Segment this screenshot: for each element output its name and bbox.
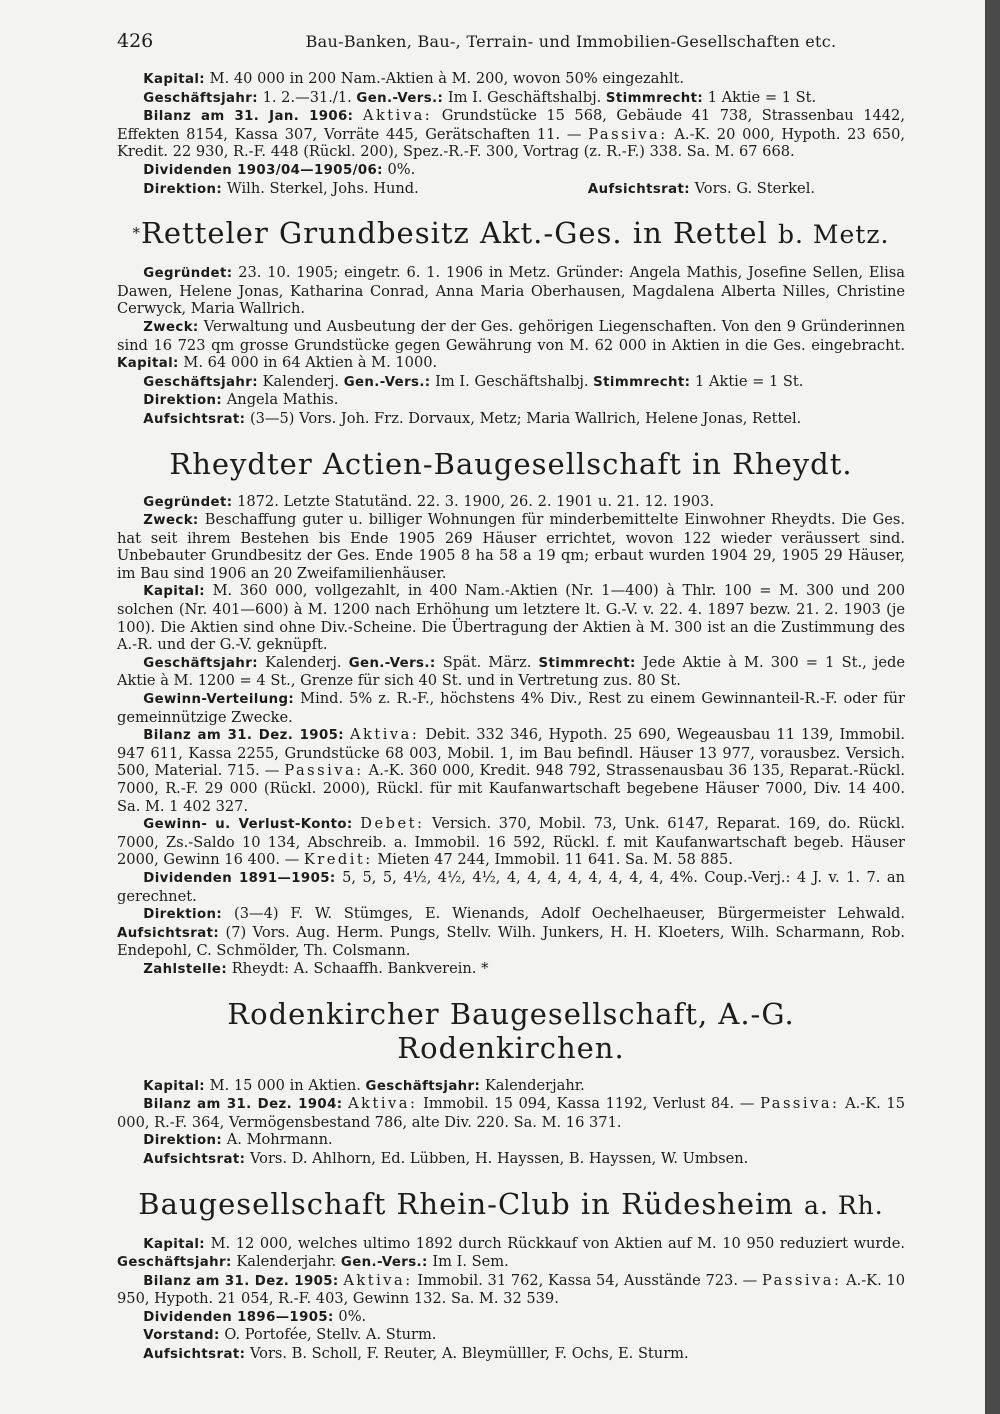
value: Jede Aktie à M. 300 = 1 St., jede Aktie à M. 1200 = 4 St., Grenze für sich 40 St. und in Vertretung zus. 80 St. [117, 653, 906, 690]
value: (7) Vors. Aug. Herm. Pungs, Stellv. Wilh. Junkers, H. H. Kloeters, Wilh. Scharmann, Rob. Endepohl, C. Schmölder, Th. Colsmann. [117, 923, 906, 960]
value: Im I. Geschäftshalbj. [447, 88, 602, 106]
label: Direktion: [143, 1133, 223, 1149]
label: Kapital: [143, 584, 206, 600]
value: Mind. 5% z. R.-F., höchstens 4% Div., Rest zu einem Gewinnanteil-R.-F. oder für gemeinnützige Zwecke. [117, 690, 906, 726]
value: M. 40 000 in 200 Nam.-Aktien à M. 200, wovon 50% eingezahlt. [209, 70, 685, 87]
value: 0%. [387, 160, 416, 178]
gj-line [117, 654, 905, 690]
aktiva-word: Aktiva: [350, 726, 420, 744]
bilanz-line [117, 1272, 905, 1308]
label: Direktion: [143, 181, 223, 197]
value: 1 Aktie = 1 St. [695, 372, 804, 390]
direktion-line [117, 905, 905, 960]
value: Vors. B. Scholl, F. Reuter, A. Bleymülller, F. Ochs, E. Sturm. [249, 1345, 689, 1363]
company-title: Rodenkircher Baugesellschaft, A.-G. Rodenkirchen. [227, 996, 795, 1065]
zahlstelle-line [117, 960, 905, 979]
page-edge [985, 0, 1000, 1414]
value: M. 15 000 in Aktien. [209, 1076, 361, 1094]
company-title [117, 1187, 905, 1223]
label: Kapital: [117, 356, 179, 372]
value: A.-K. 10 950, Hypoth. 21 054, R.-F. 403, Gewinn 132. Sa. M. 32 539. [117, 1271, 905, 1308]
gj-line [117, 373, 905, 392]
label: Geschäftsjahr: [117, 1255, 232, 1271]
running-title: Bau-Banken, Bau-, Terrain- und Immobilien-Gesellschaften etc. [305, 32, 837, 51]
label: Dividenden 1903/04—1905/06: [143, 162, 383, 178]
title-place: a. Rh. [804, 1190, 884, 1220]
value: Immobil. 31 762, Kassa 54, Ausstände 723. — [417, 1271, 758, 1289]
value: 1 Aktie = 1 St. [707, 88, 817, 106]
aktiva-word: Aktiva: [348, 1095, 418, 1113]
value: Versich. 370, Mobil. 73, Unk. 6147, Reparat. 169, do. Rückl. 7000, Zs.-Saldo 10 134, Abschreib. a. Immobil. 16 592, Rückl. f. mit Kaufanwartschaft begeb. Häuser 2000, Gewinn 16 400. — [117, 815, 906, 869]
value: (3—4) F. W. Stümges, E. Wienands, Adolf Oechelhaeuser, Bürgermeister Lehwald. [234, 905, 906, 923]
value: Kalenderj. [262, 372, 340, 390]
value: M. 12 000, welches ultimo 1892 durch Rückkauf von Aktien auf M. 10 950 reduziert wurde. [210, 1234, 906, 1252]
value: Kalenderjahr. [236, 1253, 337, 1271]
label: Stimmrecht: [605, 90, 704, 106]
label: Dividenden 1891—1905: [143, 870, 336, 886]
value: Spät. März. [442, 653, 532, 671]
label: Bilanz am 31. Dez. 1904: [143, 1097, 343, 1113]
label: Kapital: [143, 1078, 206, 1094]
label: Direktion: [143, 907, 223, 923]
passiva-word: Passiva: [760, 1095, 840, 1113]
kapital-line [117, 1077, 905, 1096]
value: A.-K. 15 000, R.-F. 364, Vermögensbestand 786, alte Div. 220. Sa. M. 16 371. [117, 1095, 906, 1131]
value: Angela Mathis. [226, 391, 339, 409]
label: Kapital: [143, 1236, 206, 1252]
passiva-word: Passiva: [588, 125, 668, 143]
entry-retteler [117, 216, 905, 428]
value: Debit. 332 346, Hypoth. 25 690, Wegeausbau 11 139, Immobil. 947 611, Kassa 2255, Grundstücke 68 003, Mobil. 1, im Bau befindl. Häuser 13 977, vorausbez. Versich. 500, Material. 715. — [117, 726, 906, 780]
kredit-word: Kredit: [303, 851, 373, 869]
aufsichtsrat [562, 180, 815, 199]
title-main: Retteler Grundbesitz Akt.-Ges. in Rettel [141, 216, 768, 251]
gegruendet-line [117, 264, 905, 318]
debet-word: Debet: [360, 815, 425, 833]
label: Aufsichtsrat: [587, 181, 690, 197]
label: Geschäftsjahr: [143, 655, 258, 671]
guv-line [117, 815, 905, 869]
value: M. 360 000, vollgezahlt, in 400 Nam.-Aktien (Nr. 1—400) à Thlr. 100 = M. 300 und 200 solchen (Nr. 401—600) à M. 1200 nach Erhöhung um letztere lt. G.-V. v. 22. 4. 1897 bezw. 21. 2. 1903 (je 100). Die Aktien sind ohne Div.-Scheine. Die Übertragung der Aktien à M. 300 ist an die Zustimmung des A.-R. und der G.-V. geknüpft. [117, 582, 906, 654]
label: Geschäftsjahr: [365, 1078, 481, 1094]
value: 5, 5, 5, 4½, 4½, 4½, 4, 4, 4, 4, 4, 4, 4, 4, 4%. Coup.-Verj.: 4 J. v. 1. 7. an gerechnet. [117, 868, 905, 905]
entry-ruedesheim [117, 1187, 905, 1364]
aktiva-word: Aktiva: [343, 1271, 413, 1289]
label: Geschäftsjahr: [143, 90, 258, 106]
passiva-word: Passiva: [761, 1271, 842, 1289]
aufsichtsrat-line [117, 410, 905, 429]
end-star: * [481, 959, 489, 977]
entry-rodenkirchen [117, 997, 905, 1169]
label: Stimmrecht: [593, 374, 691, 390]
page-header [117, 30, 905, 52]
value: (3—5) Vors. Joh. Frz. Dorvaux, Metz; Maria Wallrich, Helene Jonas, Rettel. [249, 409, 802, 427]
label: Aufsichtsrat: [143, 411, 246, 427]
dir-ar-line [117, 180, 905, 199]
label: Zahlstelle: [143, 961, 228, 977]
label: Gen.-Vers.: [348, 655, 436, 671]
title-place: b. Metz. [777, 220, 890, 250]
label: Gewinn-Verteilung: [143, 692, 295, 708]
div-line [117, 161, 905, 180]
asterisk: * [132, 224, 142, 243]
value: Grundstücke 15 568, Gebäude 41 738, Strassenbau 1442, Effekten 8154, Kassa 307, Vorräte 445, Gerätschaften 11. — [117, 107, 905, 143]
value: 1872. Letzte Statutänd. 22. 3. 1900, 26. 2. 1901 u. 21. 12. 1903. [237, 492, 715, 510]
value: Beschaffung guter u. billiger Wohnungen für minderbemittelte Einwohner Rheydts. Die Ges. hat seit ihrem Bestehen bis Ende 1905 269 Häuser errichtet, wovon 122 wieder veräussert sind. Unbebauter Grundbesitz der Ges. Ende 1905 8 ha 58 a 19 qm; erbaut wurden 1904 29, 1905 29 Häuser, im Bau sind 1906 an 20 Zweifamilienhäuser. [117, 511, 906, 582]
value: Kalenderjahr. [484, 1076, 585, 1094]
zweck-line [117, 511, 905, 582]
value: Immobil. 15 094, Kassa 1192, Verlust 84. — [423, 1095, 755, 1113]
value: O. Portofée, Stellv. A. Sturm. [224, 1326, 437, 1344]
entry-rheydt [117, 447, 905, 979]
aktiva-word: Aktiva: [362, 107, 433, 125]
vorstand-line [117, 1326, 905, 1345]
label: Stimmrecht: [538, 655, 636, 671]
value: Rheydt: A. Schaaffh. Bankverein. [231, 959, 477, 977]
label: Gegründet: [143, 494, 233, 510]
direktion-line [117, 391, 905, 410]
value: Im I. Sem. [432, 1253, 509, 1271]
kapital-line [117, 582, 905, 653]
label: Direktion: [143, 393, 223, 409]
label: Gewinn- u. Verlust-Konto: [143, 817, 353, 833]
page-number: 426 [117, 30, 154, 52]
bilanz-line [117, 1095, 905, 1131]
value: Kalenderj. [265, 653, 342, 671]
value: Verwaltung und Ausbeutung der der Ges. gehörigen Liegenschaften. Von den 9 Gründerinnen sind 16 723 qm grosse Grundstücke gegen Gewährung von M. 62 000 in Aktien in die Ges. eingebracht. [117, 317, 906, 354]
label: Bilanz am 31. Dez. 1905: [143, 1273, 339, 1289]
label: Zweck: [143, 319, 199, 335]
label: Kapital: [143, 72, 206, 87]
value: Wilh. Sterkel, Johs. Hund. [226, 179, 419, 197]
label: Aufsichtsrat: [143, 1151, 246, 1167]
value: 0%. [338, 1307, 367, 1325]
label: Gen.-Vers.: [356, 90, 444, 106]
aufsichtsrat-line [117, 1345, 905, 1364]
value: A.-K. 360 000, Kredit. 948 792, Strassenausbau 36 135, Reparat.-Rückl. 7000, R.-F. 29 000 (Rückl. 2000), Rückl. für mit Kaufanwartschaft begebene Häuser 7000, Div. 14 400. Sa. M. 1 402 327. [117, 762, 906, 815]
bilanz-line [117, 726, 905, 815]
company-title: Rheydter Actien-Baugesellschaft in Rheydt. [169, 446, 853, 481]
direktion [117, 180, 419, 199]
zweck-line [117, 318, 905, 373]
value: Im I. Geschäftshalbj. [435, 372, 589, 390]
gj-line [117, 89, 905, 108]
label: Gegründet: [143, 266, 233, 282]
label: Gen.-Vers.: [340, 1255, 428, 1271]
value: Vors. G. Sterkel. [694, 179, 815, 197]
value: 1. 2.—31./1. [262, 88, 352, 106]
value: A. Mohrmann. [226, 1131, 333, 1149]
label: Geschäftsjahr: [143, 374, 258, 390]
aufsichtsrat-line [117, 1150, 905, 1169]
value: A.-K. 20 000, Hypoth. 23 650, Kredit. 22 930, R.-F. 448 (Rückl. 200), Spez.-R.-F. 300, Vortrag (z. R.-F.) 338. Sa. M. 67 668. [117, 125, 906, 161]
value: M. 64 000 in 64 Aktien à M. 1000. [183, 354, 438, 372]
label: Bilanz am 31. Dez. 1905: [143, 728, 344, 744]
label: Dividenden 1896—1905: [143, 1309, 334, 1325]
label: Bilanz am 31. Jan. 1906: [143, 109, 354, 125]
gegruendet-line [117, 493, 905, 512]
value: Vors. D. Ahlhorn, Ed. Lübben, H. Hayssen, B. Hayssen, W. Umbsen. [249, 1149, 749, 1167]
entry-continued [117, 70, 905, 198]
label: Zweck: [143, 513, 199, 529]
kapital-line [117, 1235, 905, 1272]
label: Aufsichtsrat: [117, 925, 220, 941]
direktion-line [117, 1131, 905, 1150]
bilanz-line [117, 107, 905, 161]
dividenden-line [117, 1308, 905, 1327]
value: 23. 10. 1905; eingetr. 6. 1. 1906 in Metz. Gründer: Angela Mathis, Josefine Sellen, Elisa Dawen, Helene Jonas, Katharina Conrad, Anna Maria Oberhausen, Magdalena Alberta Nilles, Christine Cerwyck, Maria Wallrich. [117, 264, 906, 318]
passiva-word: Passiva: [284, 762, 364, 780]
gewinnverteilung-line [117, 690, 905, 726]
dividenden-line [117, 869, 905, 905]
company-title [117, 216, 905, 252]
label: Vorstand: [143, 1328, 220, 1344]
label: Gen.-Vers.: [343, 374, 431, 390]
kapital-line [117, 70, 905, 89]
value: Mieten 47 244, Immobil. 11 641. Sa. M. 58 885. [377, 851, 733, 869]
title-main: Baugesellschaft Rhein-Club in Rüdesheim [138, 1186, 794, 1221]
label: Aufsichtsrat: [143, 1347, 246, 1363]
